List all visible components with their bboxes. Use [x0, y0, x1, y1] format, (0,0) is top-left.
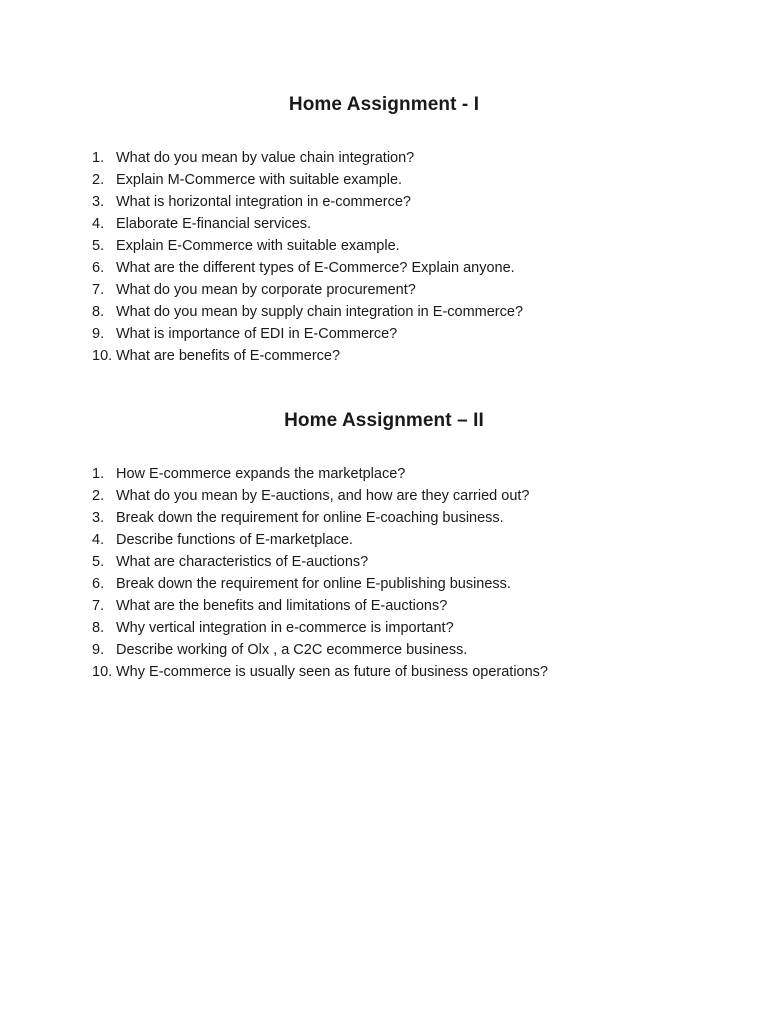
question-text: What do you mean by value chain integration?	[116, 150, 415, 166]
question-number: 8.	[92, 304, 105, 320]
list-item	[0, 279, 768, 301]
question-number: 1.	[92, 150, 105, 166]
question-text: Break down the requirement for online E-coaching business.	[116, 510, 504, 526]
question-number: 1.	[92, 466, 105, 482]
question-text: Describe functions of E-marketplace.	[116, 532, 353, 548]
question-text: Why vertical integration in e-commerce is important?	[116, 620, 454, 636]
question-number: 6.	[92, 576, 105, 592]
question-text: Break down the requirement for online E-publishing business.	[116, 576, 511, 592]
question-number: 9.	[92, 326, 105, 342]
list-item	[0, 301, 768, 323]
question-text: Explain M-Commerce with suitable example.	[116, 172, 403, 188]
list-item	[0, 617, 768, 639]
assignment-section-1	[0, 88, 768, 367]
question-text: What is horizontal integration in e-commerce?	[116, 194, 411, 210]
question-text: What are the benefits and limitations of E-auctions?	[116, 598, 448, 614]
question-number: 10.	[92, 664, 113, 680]
list-item	[0, 507, 768, 529]
list-item	[0, 661, 768, 683]
question-number: 2.	[92, 172, 105, 188]
question-text: Describe working of Olx , a C2C ecommerce business.	[116, 642, 468, 658]
section-title: Home Assignment - I	[288, 94, 480, 115]
question-text: What are the different types of E-Commerce? Explain anyone.	[116, 260, 515, 276]
list-item	[0, 191, 768, 213]
list-item	[0, 235, 768, 257]
list-item	[0, 147, 768, 169]
question-number: 3.	[92, 510, 105, 526]
question-number: 4.	[92, 532, 105, 548]
section-title: Home Assignment – II	[284, 410, 484, 431]
question-number: 6.	[92, 260, 105, 276]
question-number: 5.	[92, 554, 105, 570]
list-item	[0, 485, 768, 507]
list-item	[0, 213, 768, 235]
question-list	[0, 147, 768, 367]
list-item	[0, 639, 768, 661]
list-item	[0, 345, 768, 367]
question-text: What do you mean by corporate procurement?	[116, 282, 416, 298]
question-text: Why E-commerce is usually seen as future of business operations?	[116, 664, 548, 680]
question-number: 3.	[92, 194, 105, 210]
question-text: What do you mean by E-auctions, and how are they carried out?	[116, 488, 530, 504]
list-item	[0, 463, 768, 485]
question-number: 7.	[92, 282, 105, 298]
question-number: 8.	[92, 620, 105, 636]
list-item	[0, 169, 768, 191]
list-item	[0, 551, 768, 573]
list-item	[0, 595, 768, 617]
list-item	[0, 529, 768, 551]
question-text: What is importance of EDI in E-Commerce?	[116, 326, 398, 342]
question-text: What are characteristics of E-auctions?	[116, 554, 369, 570]
list-item	[0, 257, 768, 279]
list-item	[0, 323, 768, 345]
list-item	[0, 573, 768, 595]
question-number: 5.	[92, 238, 105, 254]
question-number: 2.	[92, 488, 105, 504]
question-text: Explain E-Commerce with suitable example.	[116, 238, 400, 254]
question-text: What do you mean by supply chain integration in E-commerce?	[116, 304, 524, 320]
question-number: 9.	[92, 642, 105, 658]
assignment-section-2	[0, 404, 768, 683]
question-list	[0, 463, 768, 683]
question-number: 7.	[92, 598, 105, 614]
question-text: Elaborate E-financial services.	[116, 216, 312, 232]
question-number: 10.	[92, 348, 113, 364]
question-number: 4.	[92, 216, 105, 232]
question-text: What are benefits of E-commerce?	[116, 348, 341, 364]
question-text: How E-commerce expands the marketplace?	[116, 466, 406, 482]
